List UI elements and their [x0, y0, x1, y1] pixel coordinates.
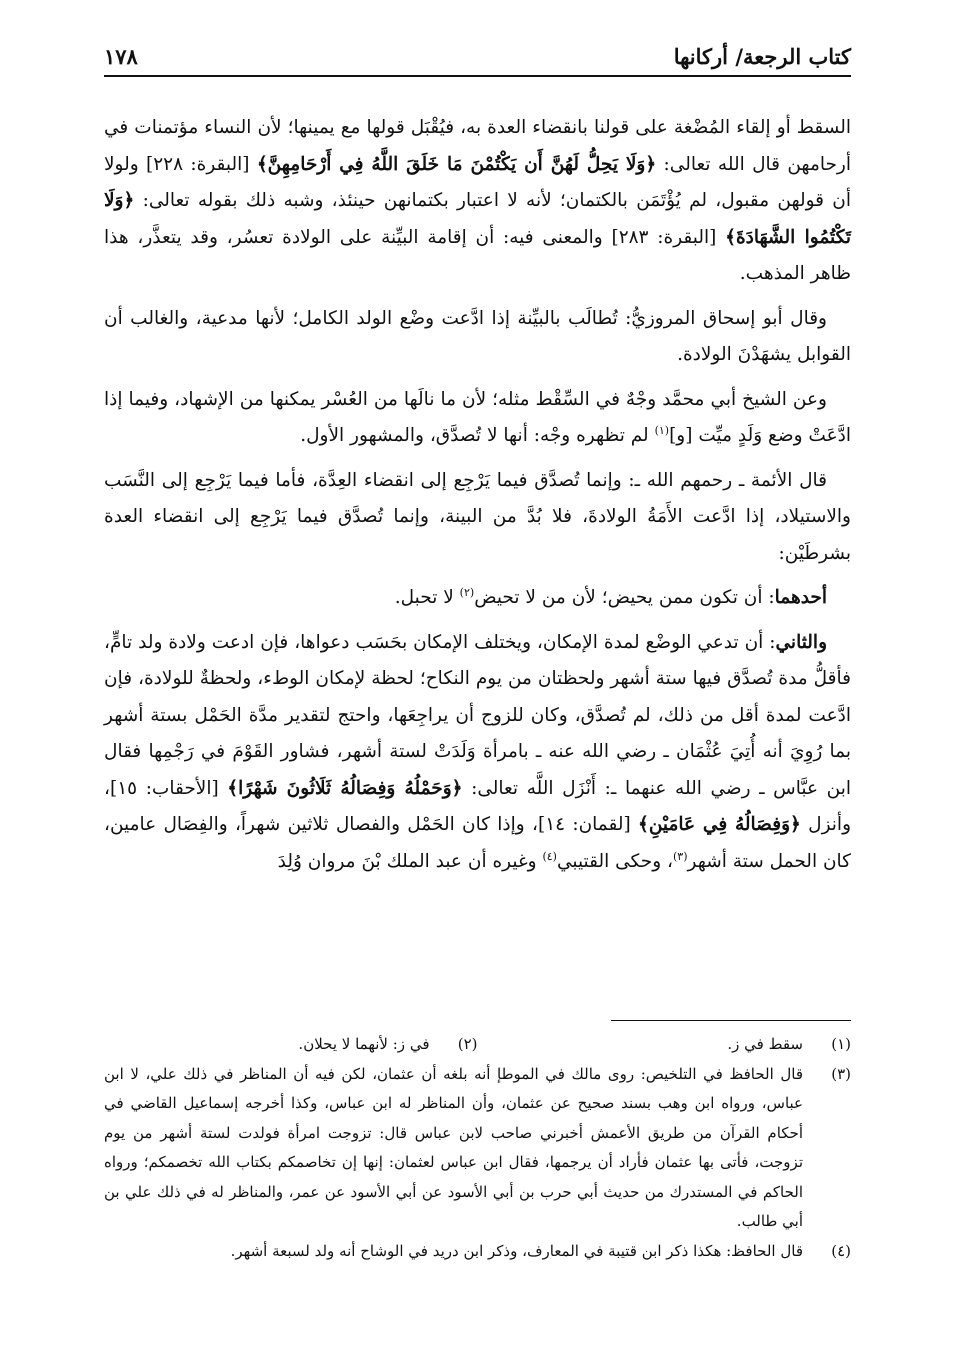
condition-label: والثاني	[775, 631, 827, 653]
footnote-text: قال الحافظ في التلخيص: روى مالك في الموطإ أنه بلغه أن عثمان، لكن فيه أن المناظر في ذلك علي، لا ابن عباس، ورواه ابن وهب بسند صحيح عن عثمان، وأن المناظر له ابن عباس، وكذا أخرجه إسماعيل القاضي في أحكام القرآن من طريق الأعمش أخبرني صاحب لابن عباس قال: تزوجت امرأة فولدت لستة أشهر من يوم تزوجت، فأتى بها عثمان فأراد أن يرجمها، فقال ابن عباس لعثمان: إنها إن تخاصمكم بكتاب الله تخصمكم؛ ورواه الحاكم في المستدرك من حديث أبي حرب بن أبي الأسود عن أبي الأسود عن عمر، والمناظر له في ذلك علي بن أبي طالب.	[104, 1064, 804, 1230]
footnotes	[104, 1030, 851, 1266]
footnote-number: (٤)	[831, 1241, 851, 1260]
footnote-1	[478, 1030, 852, 1060]
quran-verse: ﴿وَحَمْلُهُ وَفِصَالُهُ ثَلَاثُونَ شَهْرًا﴾	[227, 777, 463, 799]
paragraph-2: وقال أبو إسحاق المروزيُّ: تُطالَب بالبيِّنة إذا ادَّعت وضْع الولد الكامل؛ لأنها مدعية، والغالب أن القوابل يشهَدْنَ الولادة.	[104, 307, 851, 365]
text-run: [البقرة: ٢٨٣] والمعنى فيه: أن إقامة البيِّنة على الولادة تعسُر، وقد يتعذَّر، هذا ظاهر المذهب.	[104, 226, 851, 284]
text-run: ، وحكى القتيبي	[556, 850, 673, 872]
text-run: [الأحقاب: ١٥]، وأنزل	[104, 777, 851, 835]
quran-verse: ﴿وَلَا يَحِلُّ لَهُنَّ أَن يَكْتُمْنَ مَا خَلَقَ اللَّهُ فِي أَرْحَامِهِنَّ﴾	[256, 153, 657, 175]
footnote-text: سقط في ز.	[727, 1035, 803, 1053]
footnote-separator	[611, 1020, 851, 1021]
text-run: لا تحبل.	[394, 587, 460, 608]
footnote-number: (٣)	[831, 1064, 851, 1083]
footnote-ref: (١)	[654, 423, 670, 437]
paragraph-6	[104, 625, 851, 881]
footnote-3	[104, 1060, 851, 1237]
footnote-ref: (٣)	[673, 849, 688, 863]
paragraph-4	[104, 463, 851, 573]
text-run: [البقرة: ٢٢٨] ولولا أن قولهن مقبول، لم يُؤْتَمَن بالكتمان؛ لأنه لا اعتبار بكتمانهن حينئذ، وشبه ذلك بقوله تعالى:	[104, 153, 851, 211]
footnote-ref: (٤)	[542, 849, 557, 863]
footnote-text: قال الحافظ: هكذا ذكر ابن قتيبة في المعارف، وذكر ابن دريد في الوشاح أنه ولد لسبعة أشهر.	[230, 1241, 803, 1260]
footnote-number: (١)	[831, 1035, 851, 1053]
text-run: [لقمان: ١٤]، وإذا كان الحَمْل والفصال ثلاثين شهراً، والفِصَال عامين، كان الحمل ستة أشهر	[104, 814, 851, 872]
condition-label: أحدهما	[774, 587, 827, 608]
footnote-2	[104, 1030, 478, 1060]
text-run: قال الأئمة ـ رحمهم الله ـ: وإنما تُصدَّق فيما يَرْجِع إلى انقضاء العِدَّة، فأما فيما يَرْجِع إلى النَّسَب والاستيلاد، إذا ادَّعت الأَمَةُ الولادةَ، فلا بُدَّ من البينة، وإنما تُصدَّق فيما يَرْجِع إلى انقضاء العدة بشرطَيْن:	[104, 469, 851, 564]
page-header	[104, 44, 851, 77]
text-run: : أن تدعي الوضْع لمدة الإمكان، ويختلف الإمكان بحَسَب دعواها، فإن ادعت ولادة ولد تامٍّ، فأقلُّ مدة تُصدَّق فيها ستة أشهر ولحظتان من يوم النكاح؛ لحظة لإمكان الوطء، ولحظةٌ للولادة، فإن ادَّعت لمدة أقل من ذلك، لم تُصدَّق، وكان للزوج أن يراجِعَها، واحتج لتقدير مدَّة الحَمْل بستة أشهر بما رُوِيَ أنه أُتِيَ عُثْمَان ـ رضي الله عنه ـ بامرأة وَلَدَتْ لستة أشهر، فشاور القَوْمَ في رَجْمِها فقال ابن عبَّاس ـ رضي الله عنهما ـ: أَنْزَل اللَّه تعالى:	[104, 631, 851, 799]
paragraph-5	[104, 580, 851, 617]
footnote-text: في ز: لأنهما لا يحلان.	[298, 1035, 430, 1053]
footnote-4	[104, 1237, 851, 1267]
running-title: كتاب الرجعة/ أركانها	[673, 44, 851, 69]
paragraph-3	[104, 382, 851, 455]
text-run: لم تظهره وجْه: أنها لا تُصدَّق، والمشهور الأول.	[300, 425, 655, 446]
paragraph-1	[104, 110, 851, 293]
text-run: السقط أو إلقاء المُضْغة على قولنا بانقضاء العدة به، فيُقْبَل قولها مع يمينها؛ لأن النساء مؤتمنات في أرحامهن قال الله تعالى:	[104, 117, 851, 175]
footnote-pair	[104, 1030, 851, 1060]
page-number: ١٧٨	[104, 44, 138, 69]
main-text	[104, 110, 851, 888]
footnote-number: (٢)	[457, 1035, 478, 1053]
text-run: : أن تكون ممن يحيض؛ لأن من لا تحيض	[474, 587, 775, 608]
quran-verse: ﴿وَفِصَالُهُ فِي عَامَيْنِ﴾	[637, 814, 801, 835]
text-run: وغيره أن عبد الملك بْنَ مروان وُلِدَ	[277, 850, 543, 872]
quran-verse: ﴿وَلَا تَكْتُمُوا الشَّهَادَةَ﴾	[104, 190, 851, 248]
footnote-ref: (٢)	[459, 585, 475, 599]
text-run: وعن الشيخ أبي محمَّد وجْهٌ في السِّقْط مثله؛ لأن ما نالَها من العُسْر يمكنها من الإشهاد، وفيما إذا ادَّعَتْ وضع وَلَدٍ ميِّت [و]	[104, 388, 851, 446]
